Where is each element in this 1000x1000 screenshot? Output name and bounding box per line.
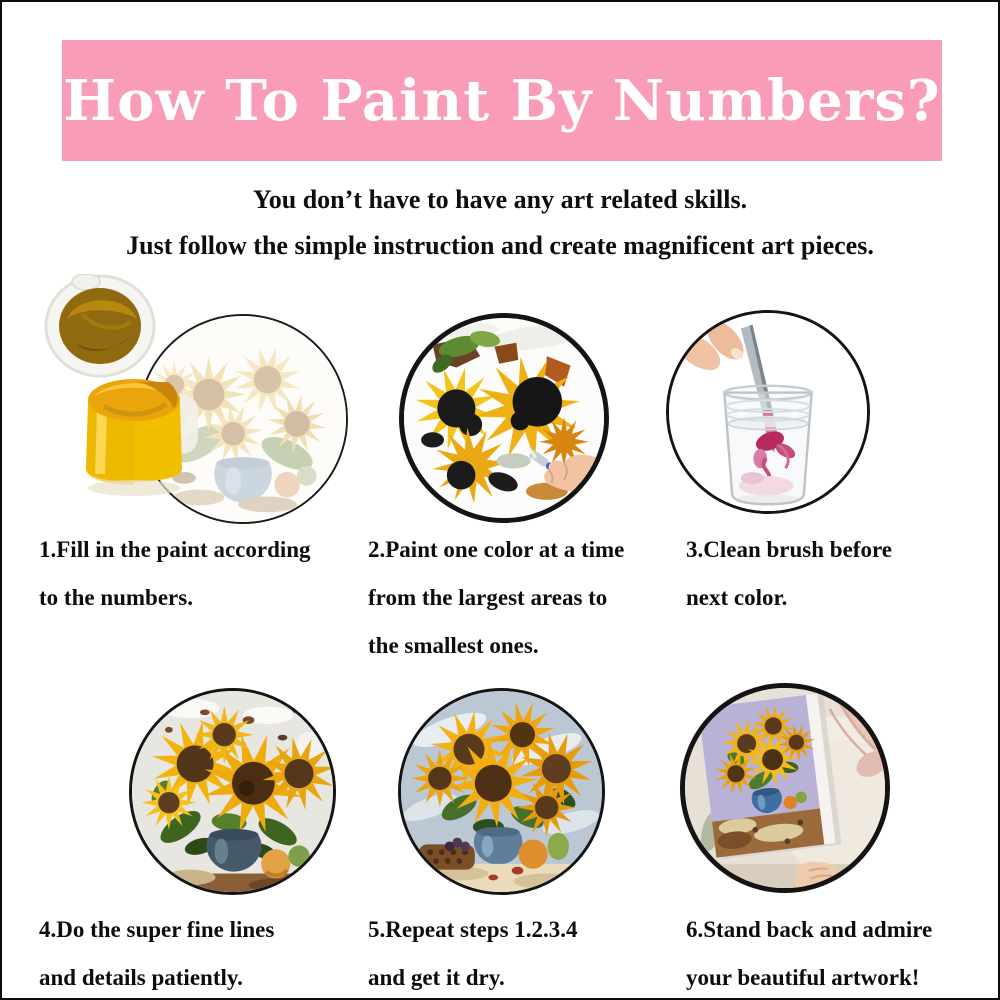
open-paint-pot bbox=[46, 274, 154, 376]
step2-caption-line-2: from the largest areas to bbox=[368, 585, 608, 610]
step4-photo bbox=[129, 688, 336, 895]
step3-caption-line-2: next color. bbox=[686, 585, 788, 610]
step4-caption bbox=[39, 906, 274, 1000]
step3-photo bbox=[666, 310, 870, 514]
step6-caption bbox=[686, 906, 932, 1000]
detailing-painting-illustration bbox=[132, 691, 333, 892]
step6-caption-line-1: 6.Stand back and admire bbox=[686, 917, 933, 942]
step5-caption-line-2: and get it dry. bbox=[368, 965, 505, 990]
step2-photo bbox=[399, 313, 609, 523]
header-banner bbox=[62, 40, 942, 161]
step6-photo bbox=[680, 683, 890, 893]
paint-pots-icon bbox=[42, 274, 207, 519]
step2-caption-line-1: 2.Paint one color at a time bbox=[368, 537, 625, 562]
step4-caption-line-1: 4.Do the super fine lines bbox=[39, 917, 275, 942]
canvas-painting bbox=[698, 693, 841, 860]
page-title: How To Paint By Numbers? bbox=[63, 67, 941, 134]
step6-caption-line-2: your beautiful artwork! bbox=[686, 965, 920, 990]
intro-line-2: Just follow the simple instruction and create magnificent art pieces. bbox=[126, 231, 874, 260]
step1-caption bbox=[39, 526, 311, 622]
step5-photo bbox=[398, 688, 605, 895]
step2-caption-line-3: the smallest ones. bbox=[368, 633, 539, 658]
holding-artwork-illustration bbox=[685, 688, 885, 888]
brush-cleaning-illustration bbox=[669, 313, 867, 511]
intro-line-1: You don’t have to have any art related skills. bbox=[252, 185, 748, 214]
step3-caption bbox=[686, 526, 892, 622]
step2-caption bbox=[368, 526, 624, 670]
step1-caption-line-1: 1.Fill in the paint according bbox=[39, 537, 311, 562]
yellow-paint-pot bbox=[86, 379, 198, 496]
finished-painting-illustration bbox=[401, 691, 602, 892]
step3-caption-line-1: 3.Clean brush before bbox=[686, 537, 892, 562]
step4-caption-line-2: and details patiently. bbox=[39, 965, 243, 990]
step5-caption bbox=[368, 906, 578, 1000]
step5-caption-line-1: 5.Repeat steps 1.2.3.4 bbox=[368, 917, 578, 942]
painting-in-progress-illustration bbox=[404, 318, 604, 518]
step1-caption-line-2: to the numbers. bbox=[39, 585, 193, 610]
